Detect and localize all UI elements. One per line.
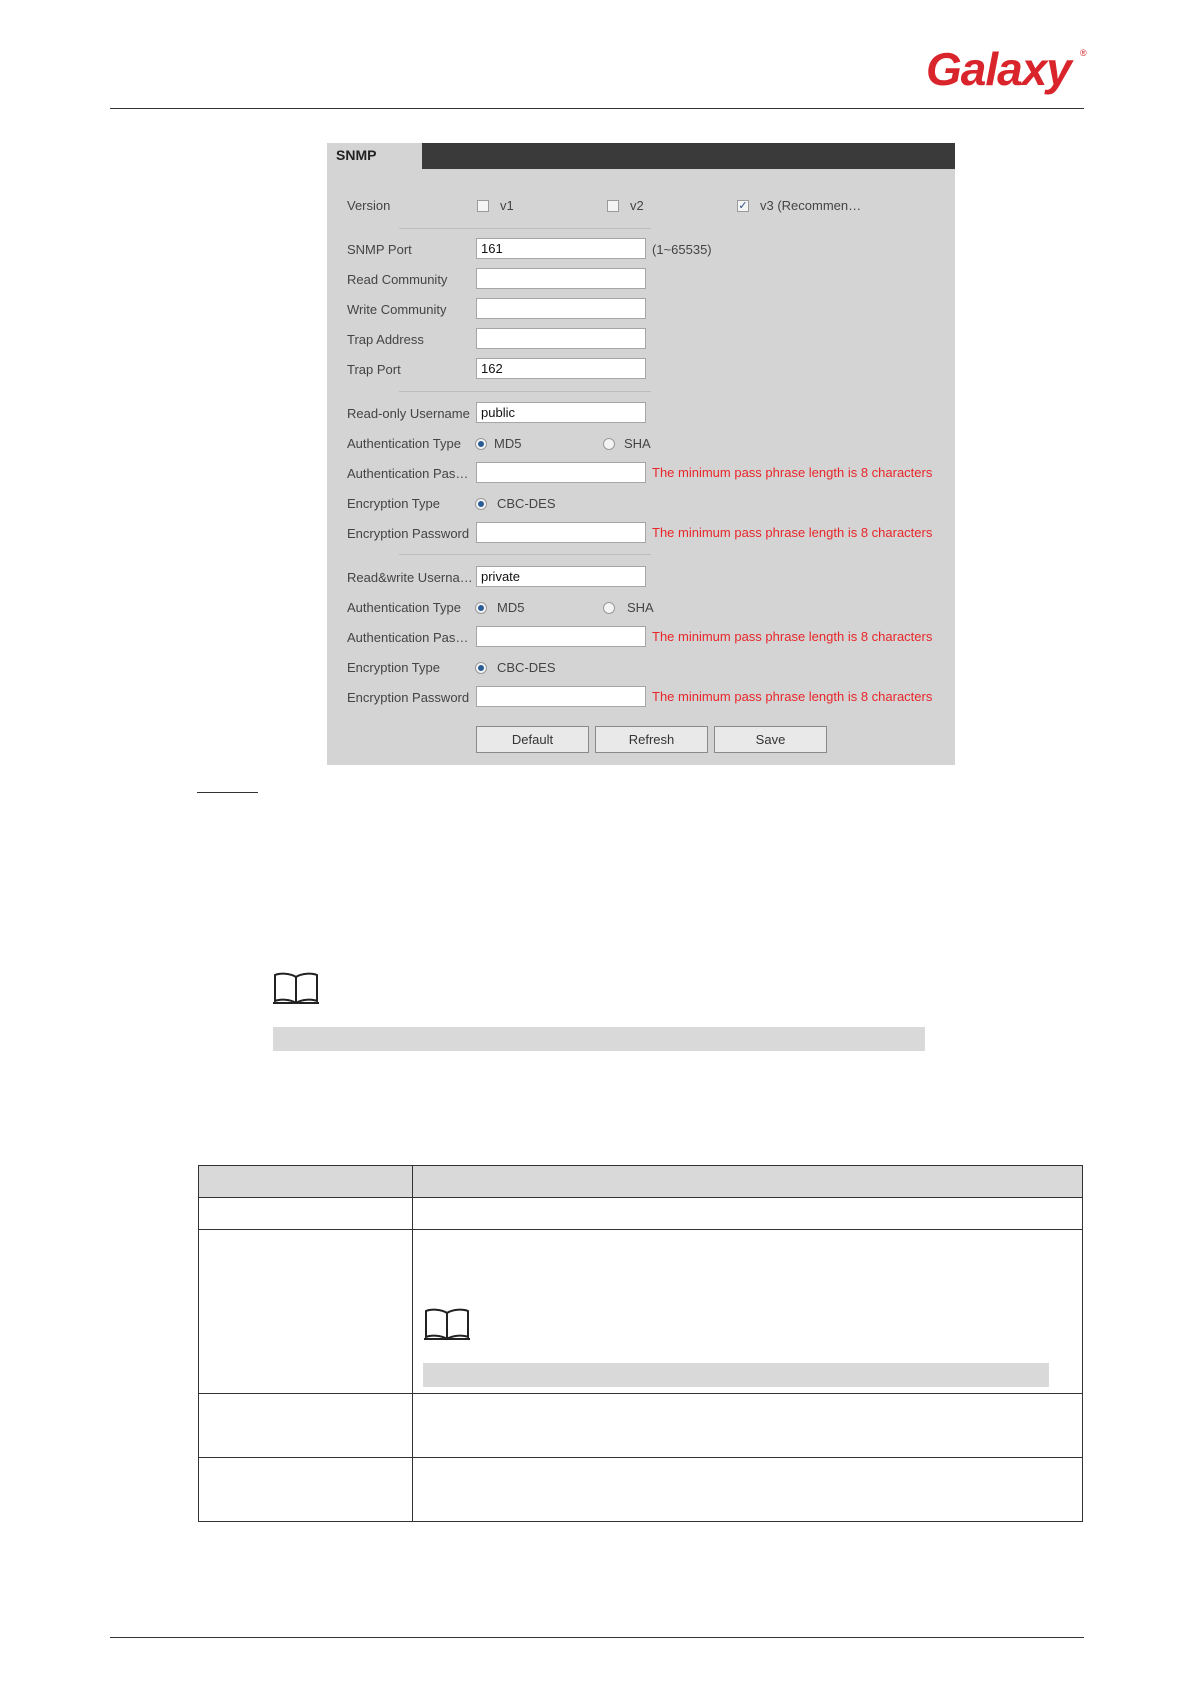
default-button[interactable]: Default <box>476 726 589 753</box>
table-header-cell <box>413 1166 1083 1198</box>
separator <box>399 391 651 392</box>
readonly-enc-cbcdes-radio[interactable] <box>475 498 487 510</box>
table-header-cell <box>199 1166 413 1198</box>
readonly-auth-md5-radio[interactable] <box>475 438 487 450</box>
readonly-auth-password-warning: The minimum pass phrase length is 8 characters <box>652 465 933 480</box>
note-book-icon <box>272 971 320 1005</box>
readonly-auth-password-input[interactable] <box>476 462 646 483</box>
table-cell <box>413 1230 1083 1394</box>
readonly-enc-password-label: Encryption Password <box>347 526 470 541</box>
readwrite-enc-password-input[interactable] <box>476 686 646 707</box>
version-v3-label: v3 (Recommen… <box>760 198 862 213</box>
readwrite-enc-cbcdes-radio[interactable] <box>475 662 487 674</box>
separator <box>399 228 651 229</box>
readonly-auth-md5-label: MD5 <box>494 436 522 451</box>
brand-logo-text: Galaxy <box>926 43 1071 95</box>
table-cell <box>413 1458 1083 1522</box>
snmp-port-range: (1~65535) <box>652 242 712 257</box>
save-button[interactable]: Save <box>714 726 827 753</box>
version-v3-checkbox[interactable] <box>737 200 749 212</box>
readwrite-auth-sha-radio[interactable] <box>603 602 615 614</box>
version-v1-checkbox[interactable] <box>477 200 489 212</box>
table-row <box>199 1458 1083 1522</box>
readwrite-auth-type-label: Authentication Type <box>347 600 461 615</box>
readonly-enc-type-label: Encryption Type <box>347 496 440 511</box>
trap-address-input[interactable] <box>476 328 646 349</box>
readwrite-enc-type-label: Encryption Type <box>347 660 440 675</box>
header-rule <box>110 108 1084 109</box>
read-community-input[interactable] <box>476 268 646 289</box>
table-cell <box>413 1198 1083 1230</box>
readwrite-auth-password-input[interactable] <box>476 626 646 647</box>
registered-mark: ® <box>1080 48 1087 58</box>
readonly-auth-sha-label: SHA <box>624 436 651 451</box>
readonly-auth-sha-radio[interactable] <box>603 438 615 450</box>
readonly-username-label: Read-only Username <box>347 406 470 421</box>
snmp-panel <box>327 143 955 765</box>
readonly-enc-type-value: CBC-DES <box>497 496 556 511</box>
footer-rule <box>110 1637 1084 1638</box>
version-label: Version <box>347 198 391 213</box>
readwrite-enc-password-label: Encryption Password <box>347 690 470 705</box>
brand-logo <box>926 44 1086 94</box>
trap-port-label: Trap Port <box>347 362 401 377</box>
readwrite-enc-password-warning: The minimum pass phrase length is 8 characters <box>652 689 933 704</box>
readwrite-username-label: Read&write Userna… <box>347 570 473 585</box>
table-cell <box>199 1458 413 1522</box>
readonly-username-input[interactable]: public <box>476 402 646 423</box>
table-cell <box>199 1394 413 1458</box>
step-underline <box>197 792 258 793</box>
readonly-enc-password-input[interactable] <box>476 522 646 543</box>
table-cell <box>413 1394 1083 1458</box>
readwrite-auth-md5-label: MD5 <box>497 600 525 615</box>
version-v2-checkbox[interactable] <box>607 200 619 212</box>
trap-address-label: Trap Address <box>347 332 424 347</box>
readwrite-auth-password-label: Authentication Pas… <box>347 630 469 645</box>
readonly-enc-password-warning: The minimum pass phrase length is 8 characters <box>652 525 933 540</box>
panel-title-tab: SNMP <box>327 143 422 169</box>
table-header-row <box>199 1166 1083 1198</box>
table-row <box>199 1198 1083 1230</box>
note-bar <box>423 1363 1049 1387</box>
write-community-input[interactable] <box>476 298 646 319</box>
table-cell <box>199 1230 413 1394</box>
readonly-auth-type-label: Authentication Type <box>347 436 461 451</box>
read-community-label: Read Community <box>347 272 448 287</box>
note-book-icon <box>423 1307 471 1341</box>
readwrite-auth-password-warning: The minimum pass phrase length is 8 characters <box>652 629 933 644</box>
snmp-port-label: SNMP Port <box>347 242 412 257</box>
note-bar <box>273 1027 925 1051</box>
version-v2-label: v2 <box>630 198 644 213</box>
table-row <box>199 1394 1083 1458</box>
separator <box>399 554 651 555</box>
version-v1-label: v1 <box>500 198 514 213</box>
checkmark-icon: ✓ <box>738 200 748 212</box>
snmp-port-input[interactable]: 161 <box>476 238 646 259</box>
refresh-button[interactable]: Refresh <box>595 726 708 753</box>
trap-port-input[interactable]: 162 <box>476 358 646 379</box>
table-row <box>199 1230 1083 1394</box>
parameter-table <box>198 1165 1083 1522</box>
readwrite-username-input[interactable]: private <box>476 566 646 587</box>
readwrite-auth-md5-radio[interactable] <box>475 602 487 614</box>
readwrite-enc-type-value: CBC-DES <box>497 660 556 675</box>
write-community-label: Write Community <box>347 302 447 317</box>
table-cell <box>199 1198 413 1230</box>
readwrite-auth-sha-label: SHA <box>627 600 654 615</box>
readonly-auth-password-label: Authentication Pas… <box>347 466 469 481</box>
